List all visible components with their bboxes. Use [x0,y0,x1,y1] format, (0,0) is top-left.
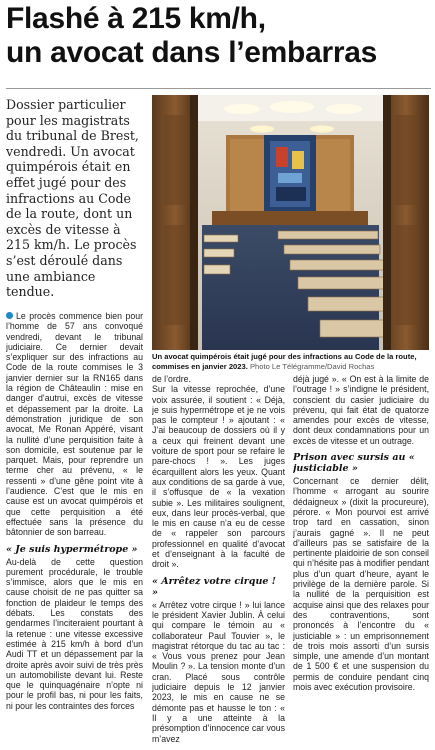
col3-paragraph-2: Concernant ce dernier délit, l’homme « arrogant au sourire dédaigneux » (dixit la procureure), pérore. « Mon pourvoi est arrivé trop tard en cassation, sinon j’aurais gagné ». Il ne peut d’ailleurs pas se satisfaire de la pertinente plaidoirie de son conseil qui n’hésite pas à modifier pendant plus d’un quart d’heure, ayant le privilège de la dernière parole. Si la nullité de la perquisition est acquise ainsi que des relaxes pour des contraventions, sont prononcés à l’encontre du « justiciable » : un emprisonnement de trois mois assorti d’un sursis simple, une amende d’un montant de 1 500 € et une suspension du permis de conduire pendant cinq mois avec exécution provisoire. [293,476,429,693]
body-column-2 [152,374,285,748]
caption-text: Un avocat quimpérois était jugé pour des infractions au Code de la route, commises en janvier 2023. [152,352,417,371]
body-column-1 [6,311,143,748]
courtroom-photo [152,95,429,350]
subheading-hypermetrope: « Je suis hypermétrope » [6,543,138,555]
article-intro: Dossier particulier pour les magistrats du tribunal de Brest, vendredi. Un avocat quimpérois était en effet jugé pour des infractions au Code de la route, dont un excès de vitesse à 215 km/h. Le procès s’est déroulé dans une ambiance tendue. [6,97,139,300]
body-column-3 [293,374,429,748]
bullet-dot-icon [6,312,13,319]
col1-paragraph-1: Le procès commence bien pour l’homme de 57 ans convoqué vendredi, devant le tribunal judiciaire. Ce dernier devait s’expliquer sur des infractions au Code de la route commises le 3 janvier dernier sur la RN165 dans la région de Châteaulin : mise en danger d’autrui, excès de vitesse et dépassement par la droite. La démonstration juridique de son avocat, Me Ronan Appéré, visant la nullité d’une perquisition faite à son domicile, est soutenue par le parquet. Mais, pour reprendre un terme cher au prévenu, « le ressenti » d’une gêne point vite à l’audience. C’est que le mis en cause est un avocat quimpérois et que cette perquisition a été effectuée sans la présence du bâtonnier de son barreau. [6,311,143,538]
photo-credit: Photo Le Télégramme/David Rochas [249,361,375,371]
col3-paragraph-1: déjà jugé ». « On est à la limite de l’outrage ! » s’indigne le président, conscient du casier judiciaire du prévenu, qui fait état de quatorze amendes pour excès de vitesse, dont deux condamnations pour un excès de vitesse et un outrage. [293,374,429,446]
headline-line-2: un avocat dans l’embarras [6,36,377,69]
col2-paragraph-3: « Arrêtez votre cirque ! » lui lance le président Xavier Jublin. À celui qui compare le témoin au « collaborateur Paul Touvier », le magistrat rétorque du tac au tac : « Vous vous prenez pour Jean Moulin ? ». La tension monte d’un cran. Placé sous contrôle judiciaire depuis le 12 janvier 2023, le mis en cause ne se démonte pas et hausse le ton : « Il y a une atteinte à la présomption d’innocence car vous m’avez [152,599,285,744]
subheading-cirque: « Arrêtez votre cirque ! » [152,575,276,598]
subheading-prison: Prison avec sursis au « justiciable » [293,452,415,475]
col1-paragraph-2: Au-delà de cette question purement procédurale, le trouble s’immisce, alors que le mis en cause choisit de ne pas quitter sa fonction de plaideur le temps des débats. Les constats des gendarmes l’inciteraient pourtant à la retenue : une vitesse excessive estimée à 215 km/h à bord d’un Audi TT et un dépassement par la droite après avoir suivi de très près un automobiliste devant lui. Reste que le quinquagénaire n’opte ni pour le profil bas, ni pour les faits, ni pour les contraintes des forces [6,556,143,711]
headline-line-1: Flashé à 215 km/h, [6,2,266,35]
col2-paragraph-2: Sur la vitesse reprochée, d’une voix assurée, il soutient : « Déjà, je suis hypermétrope et je ne vois pas le compteur ! » ajoutant : « J’ai beaucoup de dossiers où il y a ceux qui freinent devant une voiture de sport pour se refaire le pare-chocs ! ». Les juges écarquillent alors les yeux. Quant aux conditions de sa garde à vue, il s’offusque de « la vexation subie ». Les militaires soulignent, eux, dans leur procès-verbal, que le mis en cause n’a eu de cesse de « rappeler son parcours professionnel en qualité d’avocat et d’enseignant à la faculté de droit ». [152,384,285,570]
headline [6,2,431,70]
photo-caption [152,352,432,371]
headline-rule [6,88,431,89]
col2-paragraph-1: de l’ordre. [152,374,191,384]
